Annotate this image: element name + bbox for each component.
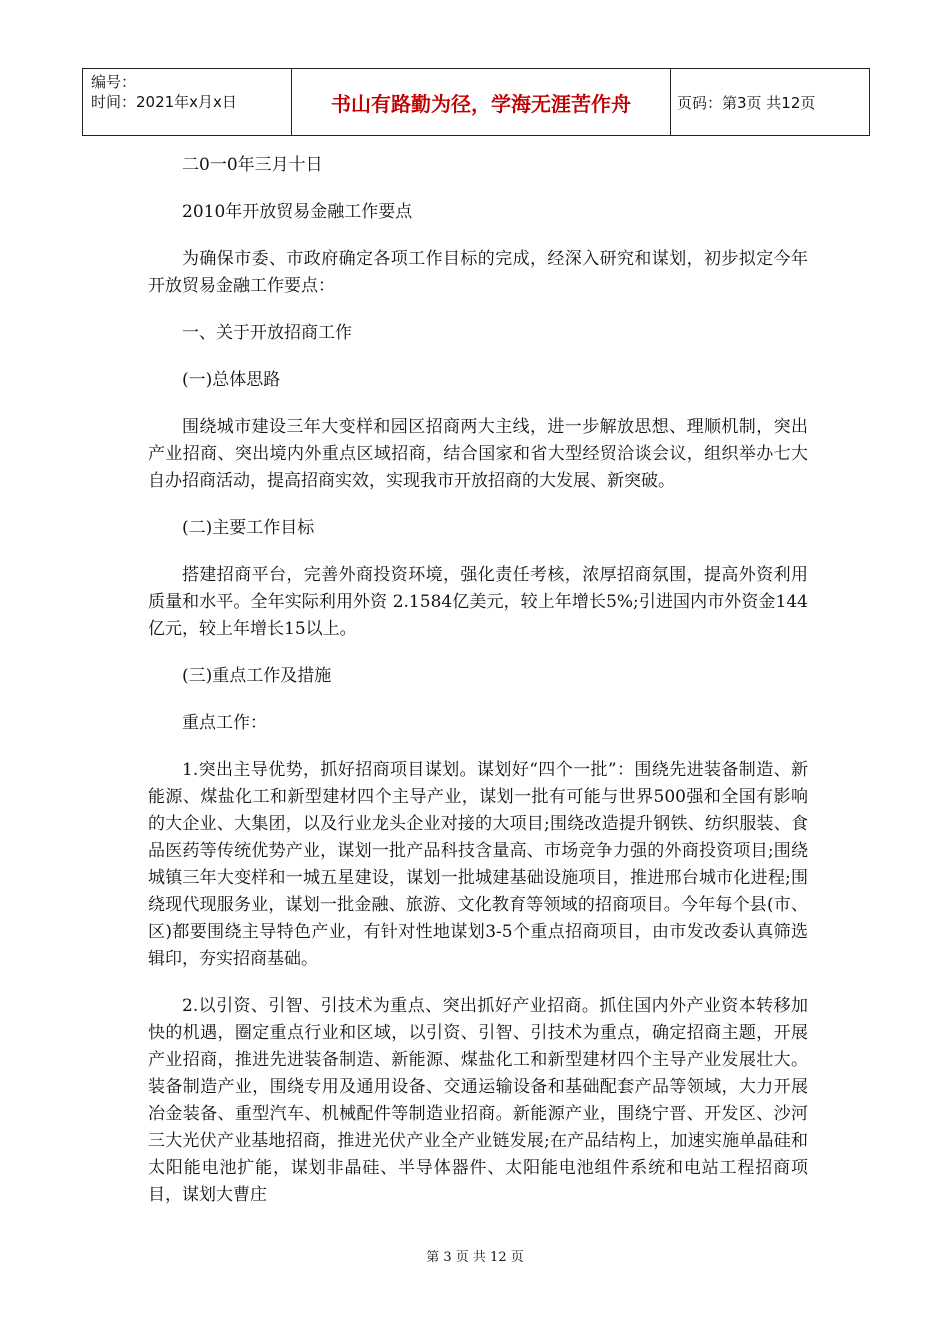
header-meta bbox=[83, 69, 292, 136]
work-item-1: 1.突出主导优势，抓好招商项目谋划。谋划好“四个一批”：围绕先进装备制造、新能源、煤盐化工和新型建材四个主导产业，谋划一批有可能与世界500强和全国有影响的大企业、大集团，以及行业龙头企业对接的大项目;围绕改造提升钢铁、纺织服装、食品医药等传统优势产业，谋划一批产品科技含量高、市场竞争力强的外商投资项目;围绕城镇三年大变样和一城五星建设，谋划一批城建基础设施项目，推进邢台城市化进程;围绕现代现服务业，谋划一批金融、旅游、文化教育等领域的招商项目。今年每个县(市、区)都要围绕主导特色产业，有针对性地谋划3-5个重点招商项目，由市发改委认真筛选辑印，夯实招商基础。 bbox=[148, 760, 808, 969]
document-body bbox=[148, 152, 808, 1229]
key-work-label: 重点工作： bbox=[182, 713, 267, 733]
subsection-heading-1: (一)总体思路 bbox=[182, 370, 281, 390]
header-page-info: 页码：第3页 共12页 bbox=[671, 69, 870, 136]
page-footer: 第 3 页 共 12 页 bbox=[426, 1250, 524, 1265]
subsection-paragraph-1: 围绕城市建设三年大变样和园区招商两大主线，进一步解放思想、理顺机制，突出产业招商、突出境内外重点区域招商，结合国家和省大型经贸洽谈会议，组织举办七大自办招商活动，提高招商实效，实现我市开放招商的大发展、新突破。 bbox=[148, 417, 808, 491]
document-date: 二0一0年三月十日 bbox=[182, 155, 323, 175]
document-title: 2010年开放贸易金融工作要点 bbox=[182, 202, 413, 222]
document-time-label: 时间：2021年x月x日 bbox=[91, 93, 237, 111]
intro-paragraph: 为确保市委、市政府确定各项工作目标的完成，经深入研究和谋划，初步拟定今年开放贸易金融工作要点： bbox=[148, 249, 808, 296]
subsection-paragraph-2: 搭建招商平台，完善外商投资环境，强化责任考核，浓厚招商氛围，提高外资利用质量和水平。全年实际利用外资 2.1584亿美元，较上年增长5%;引进国内市外资金144亿元，较上年增长15以上。 bbox=[148, 565, 808, 639]
document-number-label: 编号： bbox=[91, 73, 137, 91]
document-header bbox=[82, 68, 870, 136]
header-motto: 书山有路勤为径，学海无涯苦作舟 bbox=[292, 69, 671, 136]
subsection-heading-2: (二)主要工作目标 bbox=[182, 518, 315, 538]
section-heading-1: 一、关于开放招商工作 bbox=[182, 323, 352, 343]
subsection-heading-3: (三)重点工作及措施 bbox=[182, 666, 332, 686]
work-item-2: 2.以引资、引智、引技术为重点、突出抓好产业招商。抓住国内外产业资本转移加快的机遇，圈定重点行业和区域，以引资、引智、引技术为重点，确定招商主题，开展产业招商，推进先进装备制造、新能源、煤盐化工和新型建材四个主导产业发展壮大。装备制造产业，围绕专用及通用设备、交通运输设备和基础配套产品等领域，大力开展冶金装备、重型汽车、机械配件等制造业招商。新能源产业，围绕宁晋、开发区、沙河三大光伏产业基地招商，推进光伏产业全产业链发展;在产品结构上，加速实施单晶硅和太阳能电池扩能，谋划非晶硅、半导体器件、太阳能电池组件系统和电站工程招商项目，谋划大曹庄 bbox=[148, 996, 808, 1205]
